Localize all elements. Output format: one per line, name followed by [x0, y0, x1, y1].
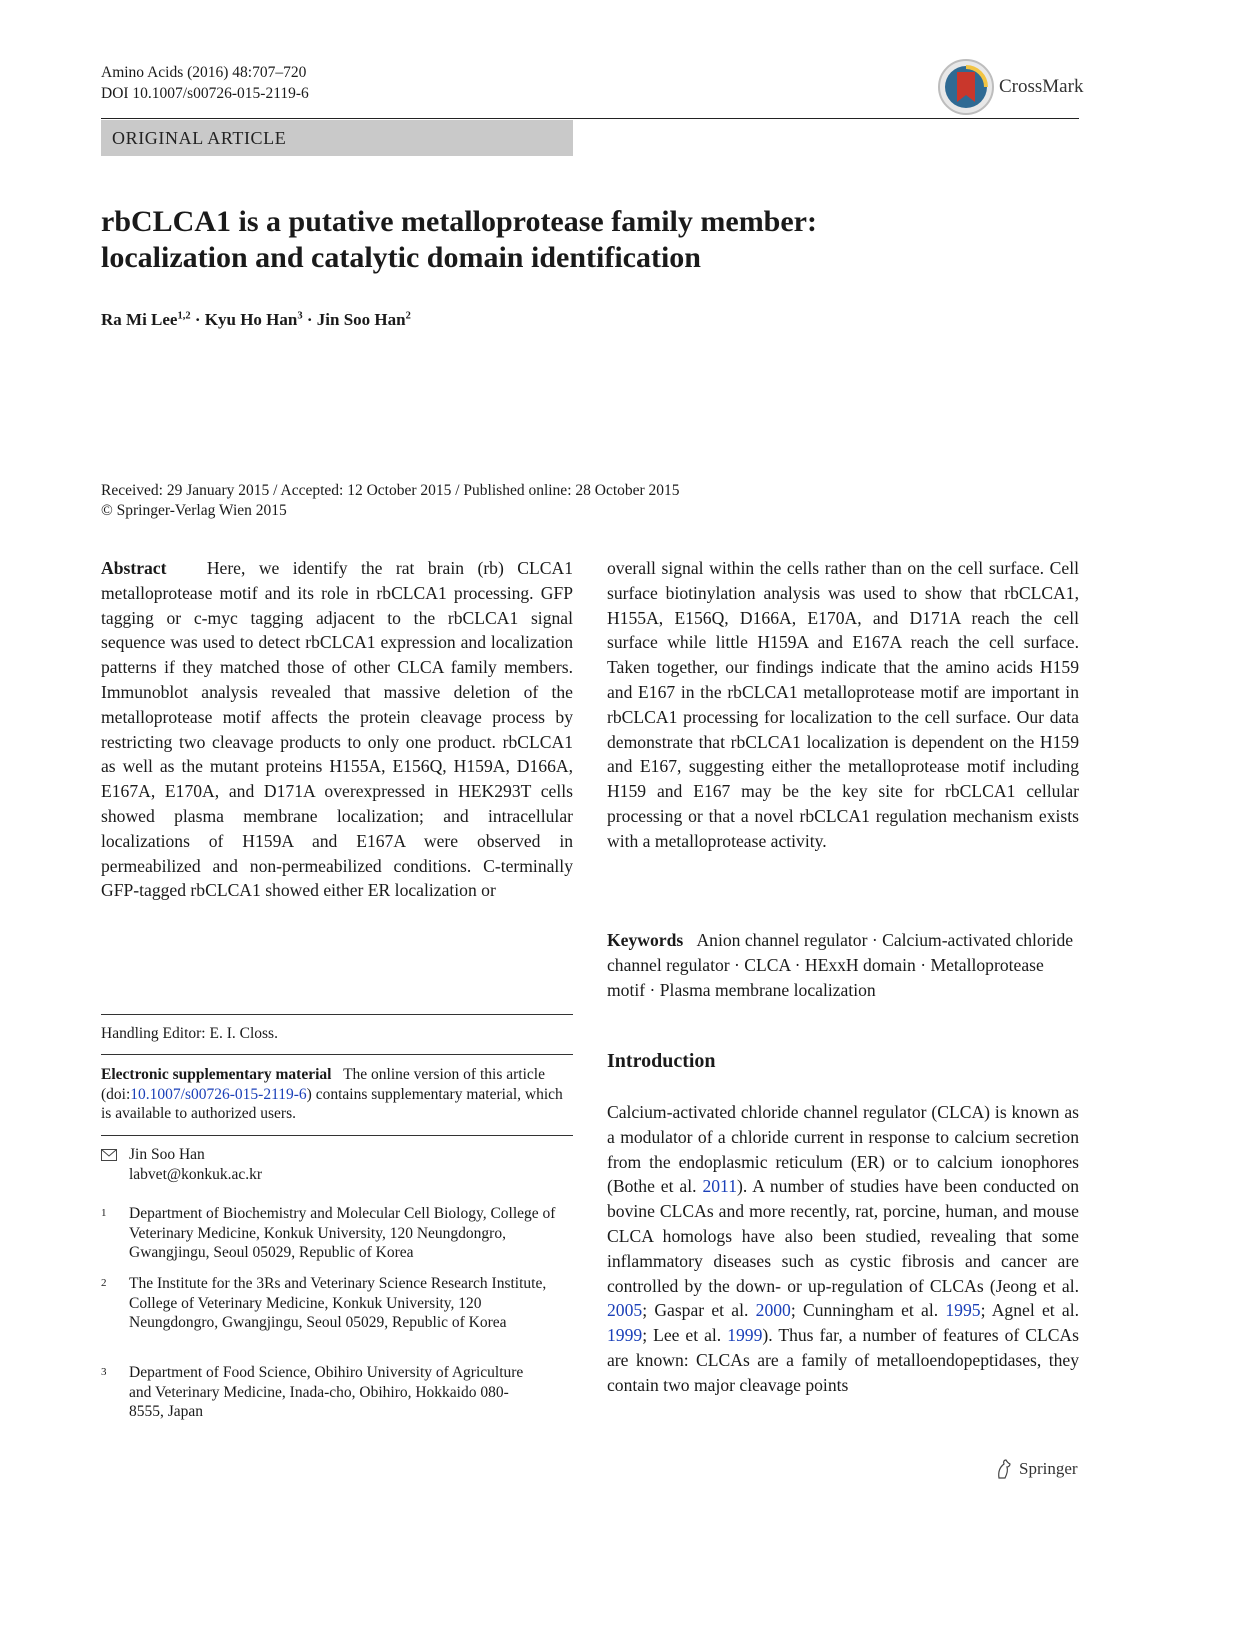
envelope-icon — [101, 1145, 129, 1184]
citation-link[interactable]: 1999 — [727, 1325, 763, 1346]
copyright-line: © Springer-Verlag Wien 2015 — [101, 502, 287, 519]
footnote-rule — [101, 1054, 573, 1055]
keywords — [607, 928, 1079, 1002]
esm-doi-link[interactable]: 10.1007/s00726-015-2119-6 — [130, 1085, 307, 1103]
corresponding-name: Jin Soo Han — [129, 1146, 205, 1163]
author-affiliation-ref: 1,2 — [177, 310, 191, 322]
author-affiliation-ref: 3 — [297, 310, 303, 322]
affiliation-text: Department of Food Science, Obihiro University of Agriculture and Veterinary Medicine, Inada-cho, Obihiro, Hokkaido 080-8555, Japan — [129, 1364, 524, 1420]
keywords-text: Anion channel regulator · Calcium-activated chloride channel regulator · CLCA · HExxH domain · Metalloprotease motif · Plasma membrane localization — [607, 930, 1074, 1000]
handling-editor: Handling Editor: E. I. Closs. — [101, 1025, 278, 1042]
affiliation-number: 3 — [101, 1366, 107, 1378]
introduction-heading: Introduction — [607, 1050, 716, 1072]
esm-note — [101, 1065, 573, 1124]
corresponding-author — [101, 1145, 262, 1184]
journal-line: Amino Acids (2016) 48:707–720 — [101, 64, 307, 81]
crossmark-label: CrossMark — [999, 76, 1084, 97]
publisher-name: Springer — [1019, 1459, 1078, 1478]
affiliation-1 — [101, 1204, 573, 1263]
springer-horse-icon — [993, 1458, 1015, 1480]
citation-link[interactable]: 2005 — [607, 1300, 643, 1321]
affiliation-number: 2 — [101, 1277, 107, 1289]
keywords-label: Keywords — [607, 930, 684, 950]
author-separator: · — [190, 310, 205, 329]
crossmark-badge[interactable] — [937, 58, 1083, 116]
intro-text-run: ; Lee et al. — [642, 1325, 728, 1346]
affiliation-2 — [101, 1274, 573, 1333]
author-name[interactable]: Jin Soo Han — [316, 310, 406, 329]
author-affiliation-ref: 2 — [405, 310, 411, 322]
intro-text-run: ). Thus far, a number of features of CLCAs are known: CLCAs are a family of metalloendopeptidases, they contain two major cleavage points — [607, 1325, 1079, 1395]
author-name[interactable]: Kyu Ho Han — [204, 310, 298, 329]
esm-text-a: The online version of this article (doi: — [101, 1066, 545, 1103]
author-name[interactable]: Ra Mi Lee — [101, 310, 178, 329]
author-separator: · — [302, 310, 317, 329]
footnote-rule — [101, 1135, 573, 1136]
abstract-text-left: Here, we identify the rat brain (rb) CLCA1 metalloprotease motif and its role in rbCLCA1 processing. GFP tagging or c-myc tagging adjacent to the rbCLCA1 signal sequence was used to detect rbCLCA1 expression and localization patterns if they matched those of other CLCA family members. Immunoblot analysis revealed that massive deletion of the metalloprotease motif affects the protein cleavage process by restricting two cleavage products to only one product. rbCLCA1 as well as the mutant proteins H155A, E156Q, H159A, D166A, E167A, E170A, and D171A overexpressed in HEK293T cells showed plasma membrane localization; and intracellular localizations of H159A and E167A were observed in permeabilized and non-permeabilized conditions. C-terminally GFP-tagged rbCLCA1 showed either ER localization or — [101, 558, 573, 901]
journal-citation — [101, 62, 309, 104]
article-type-banner: ORIGINAL ARTICLE — [101, 120, 573, 156]
title-line-2: localization and catalytic domain identification — [101, 241, 701, 274]
header-rule — [101, 118, 1079, 119]
citation-link[interactable]: 1995 — [945, 1300, 981, 1321]
affiliation-number: 1 — [101, 1207, 107, 1219]
esm-text-b: ) contains supplementary material, which is available to authorized users. — [101, 1085, 563, 1122]
introduction-text — [607, 1100, 1079, 1398]
citation-link[interactable]: 2000 — [755, 1300, 791, 1321]
publication-dates — [101, 481, 680, 521]
abstract-text-right: overall signal within the cells rather than on the cell surface. Cell surface biotinylation analysis was used to show that rbCLCA1, H155A, E156Q, D166A, E170A, and D171A reach the cell surface while little H159A and E167A reach the cell surface. Taken together, our findings indicate that the amino acids H159 and E167 in the rbCLCA1 metalloprotease motif are important in rbCLCA1 processing for localization to the cell surface. Our data demonstrate that rbCLCA1 localization is dependent on the H159 and E167, suggesting either the metalloprotease motif including H159 and E167 may be the key site for rbCLCA1 cellular processing or that a novel rbCLCA1 regulation mechanism exists with a metalloprotease activity. — [607, 558, 1079, 851]
intro-text-run: ; Agnel et al. — [980, 1300, 1079, 1321]
publisher-footer — [993, 1458, 1078, 1480]
esm-label: Electronic supplementary material — [101, 1066, 332, 1083]
abstract-left — [101, 556, 573, 903]
intro-text-run: ; Cunningham et al. — [790, 1300, 946, 1321]
footnote-rule — [101, 1014, 573, 1015]
citation-link[interactable]: 2011 — [702, 1176, 737, 1197]
affiliation-text: The Institute for the 3Rs and Veterinary Science Research Institute, College of Veterinary Medicine, Konkuk University, 120 Neungdongro, Gwangjingu, Seoul 05029, Republic of Korea — [129, 1275, 547, 1331]
author-list — [101, 310, 411, 330]
intro-text-run: ; Gaspar et al. — [642, 1300, 756, 1321]
corresponding-email[interactable]: labvet@konkuk.ac.kr — [129, 1165, 263, 1183]
intro-text-run: ). A number of studies have been conducted on bovine CLCAs and more recently, rat, porcine, human, and mouse CLCA homologs have also been studied, revealing that some inflammatory diseases such as cystic fibrosis and cancer are controlled by the down- or up-regulation of CLCAs (Jeong et al. — [607, 1176, 1080, 1296]
citation-link[interactable]: 1999 — [607, 1325, 643, 1346]
crossmark-icon — [937, 58, 995, 116]
intro-text-run: Calcium-activated chloride channel regulator (CLCA) is known as a modulator of a chloride current in response to calcium secretion from the endoplasmic reticulum (ER) or to calcium ionophores (Bothe et al. — [607, 1102, 1079, 1197]
affiliation-3 — [101, 1363, 573, 1422]
abstract-right — [607, 556, 1079, 854]
doi-line: DOI 10.1007/s00726-015-2119-6 — [101, 85, 309, 102]
affiliation-text: Department of Biochemistry and Molecular Cell Biology, College of Veterinary Medicine, Konkuk University, 120 Neungdongro, Gwangjingu, Seoul 05029, Republic of Korea — [129, 1205, 556, 1261]
title-line-1: rbCLCA1 is a putative metalloprotease family member: — [101, 205, 817, 238]
history-line: Received: 29 January 2015 / Accepted: 12 October 2015 / Published online: 28 October 2015 — [101, 482, 680, 499]
abstract-label: Abstract — [101, 558, 167, 578]
paper-title — [101, 204, 1001, 276]
